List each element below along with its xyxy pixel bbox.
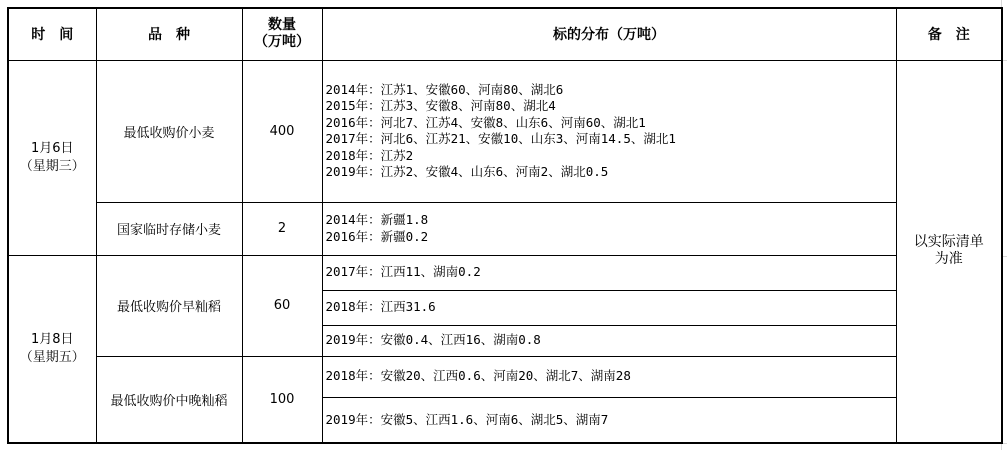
quantity-cell: 100 (242, 356, 322, 443)
date-cell (8, 255, 96, 443)
date-label: 1月8日 (30, 331, 74, 347)
date-cell (8, 60, 96, 255)
header-remarks: 备 注 (896, 8, 1002, 60)
variety-cell: 最低收购价小麦 (96, 60, 242, 202)
variety-cell: 最低收购价早籼稻 (96, 255, 242, 356)
date-label: 1月6日 (30, 140, 74, 156)
distribution-line: 2017年：江西11、湖南0.2 (325, 264, 481, 280)
distribution-cell (322, 60, 896, 202)
auction-schedule-table (7, 7, 1003, 444)
distribution-line: 2018年：江苏2 (325, 147, 414, 163)
distribution-line: 2016年：新疆0.2 (325, 228, 429, 244)
weekday-label: （星期三） (19, 158, 85, 174)
quantity-cell: 60 (242, 255, 322, 356)
distribution-line: 2018年：安徽20、江西0.6、河南20、湖北7、湖南28 (325, 368, 631, 384)
distribution-line: 2019年：江苏2、安徽4、山东6、河南2、湖北0.5 (325, 164, 609, 179)
variety-cell: 国家临时存储小麦 (96, 202, 242, 255)
header-quantity-line2: （万吨） (254, 34, 310, 51)
table-row (8, 255, 1002, 290)
header-quantity (242, 8, 322, 60)
distribution-line: 2019年：安徽0.4、江西16、湖南0.8 (325, 332, 541, 348)
distribution-line: 2016年：河北7、江苏4、安徽8、山东6、河南60、湖北1 (325, 114, 646, 130)
table-row (8, 60, 1002, 202)
distribution-cell (322, 325, 896, 356)
distribution-line: 2014年：江苏1、安徽60、河南80、湖北6 (325, 81, 564, 97)
table-row (8, 356, 1002, 397)
distribution-cell (322, 397, 896, 443)
header-variety: 品 种 (96, 8, 242, 60)
distribution-cell (322, 255, 896, 290)
distribution-line: 2018年：江西31.6 (325, 299, 436, 315)
distribution-cell (322, 356, 896, 397)
quantity-cell: 400 (242, 60, 322, 202)
header-distribution: 标的分布（万吨） (322, 8, 896, 60)
variety-cell: 最低收购价中晚籼稻 (96, 356, 242, 443)
distribution-line: 2014年：新疆1.8 (325, 212, 429, 227)
header-row (8, 8, 1002, 60)
distribution-line: 2017年：河北6、江苏21、安徽10、山东3、河南14.5、湖北1 (325, 131, 676, 146)
distribution-cell (322, 290, 896, 325)
distribution-line: 2019年：安徽5、江西1.6、河南6、湖北5、湖南7 (325, 411, 609, 427)
distribution-line: 2015年：江苏3、安徽8、河南80、湖北4 (325, 98, 556, 113)
remarks-line2: 为准 (934, 251, 963, 268)
distribution-cell (322, 202, 896, 255)
remarks-cell (896, 60, 1002, 443)
quantity-cell: 2 (242, 202, 322, 255)
remarks-line1: 以实际清单 (913, 234, 984, 251)
header-quantity-line1: 数量 (268, 17, 296, 34)
header-time: 时 间 (8, 8, 96, 60)
weekday-label: （星期五） (19, 349, 85, 365)
table-row (8, 202, 1002, 255)
